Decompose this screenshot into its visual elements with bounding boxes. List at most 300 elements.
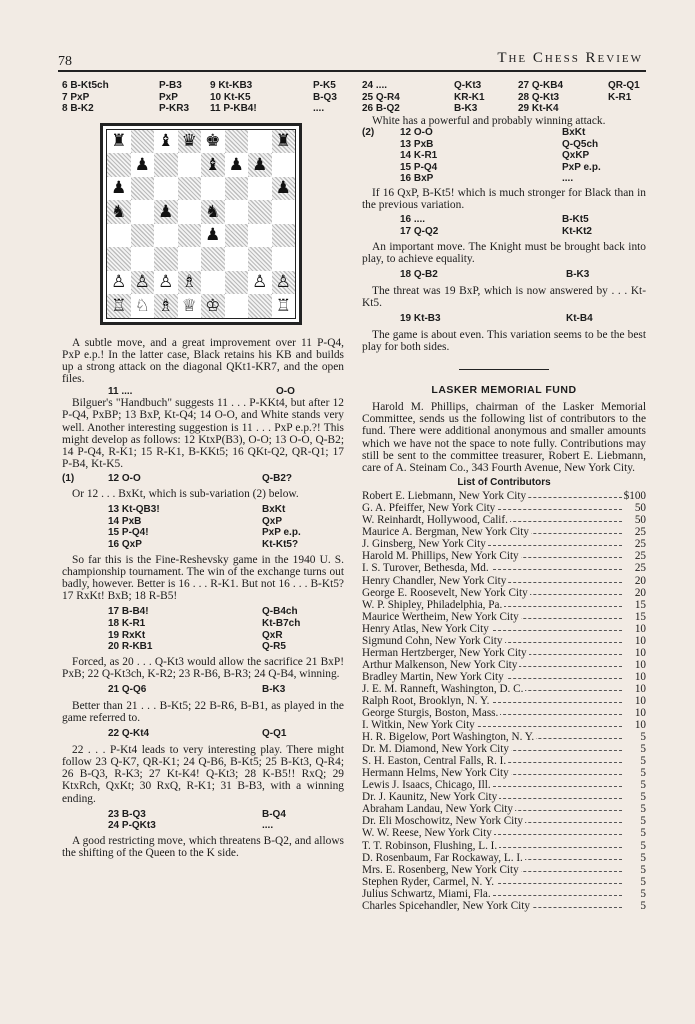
move-black: B-Q4 [262, 808, 286, 820]
board-square [131, 271, 155, 295]
contribution-amount: 5 [640, 875, 646, 888]
move-white: 29 Kt-K4 [518, 103, 559, 115]
move-row [362, 173, 646, 185]
contributor-row [362, 900, 646, 912]
board-square [201, 294, 225, 318]
contribution-amount: 25 [634, 526, 646, 539]
contributor-row [362, 803, 646, 815]
contributor-row [362, 623, 646, 635]
board-square [225, 200, 249, 224]
contributor-row [362, 876, 646, 888]
board-square [225, 271, 249, 295]
contributor-name: Hermann Helms, New York City [362, 767, 509, 780]
move-row [62, 820, 344, 832]
move-white: 8 B-K2 [62, 103, 94, 115]
white-pawn-icon: ♙ [134, 272, 150, 293]
move-row [62, 539, 344, 551]
contribution-amount: 5 [640, 863, 646, 876]
move-white: 11 .... [108, 385, 133, 397]
move-white: 17 Q-Q2 [400, 225, 439, 237]
board-square [248, 153, 272, 177]
contribution-amount: 5 [640, 851, 646, 864]
variation-label: (1) [62, 473, 75, 485]
move-black: .... [562, 173, 574, 185]
continuation-moves [362, 80, 646, 115]
contributor-row [362, 755, 646, 767]
move-white: 15 P-Q4 [400, 161, 438, 173]
contributor-row [362, 695, 646, 707]
board-square [154, 224, 178, 248]
contributor-name: Maurice Wertheim, New York City [362, 610, 519, 623]
move-row [362, 127, 646, 139]
move-black: Q-B4ch [262, 606, 298, 618]
contribution-amount: 20 [634, 586, 646, 599]
black-rook-icon: ♜ [111, 131, 127, 152]
board-square [248, 224, 272, 248]
contributor-name: J. Ginsberg, New York City [362, 538, 486, 551]
contributor-row [362, 671, 646, 683]
contributor-row [362, 659, 646, 671]
chess-diagram [100, 123, 302, 325]
paragraph: So far this is the Fine-Reshevsky game in the 1940 U. S. championship tournament. The win of the exchange turns out badly, however. Better is 16 . . . R-K1. But not 16 . . . B-Kt5? 17 RxKt! BxB; 18 R-B5! [62, 553, 344, 603]
move-white: 19 Kt-B3 [400, 312, 441, 324]
opening-moves [62, 80, 344, 115]
black-queen-icon: ♛ [181, 131, 197, 152]
black-knight-icon: ♞ [205, 201, 221, 222]
black-king-icon: ♚ [205, 131, 221, 152]
board-square [272, 224, 296, 248]
move-row [62, 386, 344, 398]
variation-row [62, 473, 344, 485]
move-black: Kt-B7ch [262, 617, 301, 629]
contributor-row [362, 490, 646, 502]
paragraph: If 16 QxP, B-Kt5! which is much stronger for Black than in the previous variation. [362, 186, 646, 212]
move-white: 23 B-Q3 [108, 808, 146, 820]
contribution-amount: 25 [634, 562, 646, 575]
contribution-amount: 5 [640, 791, 646, 804]
left-column [62, 80, 344, 859]
contributor-row [362, 815, 646, 827]
board-square [107, 294, 131, 318]
move-black: PxP e.p. [562, 161, 601, 173]
black-bishop-icon: ♝ [158, 131, 174, 152]
contribution-amount: 15 [634, 598, 646, 611]
contributor-name: Charles Spicehandler, New York City [362, 899, 530, 912]
white-bishop-icon: ♗ [158, 295, 174, 316]
move-white: 22 Q-Kt4 [108, 728, 150, 740]
contributor-row [362, 767, 646, 779]
contributor-name: Dr. M. Diamond, New York City [362, 743, 509, 756]
move-black: O-O [276, 385, 295, 397]
move-white: 10 Kt-K5 [210, 91, 251, 103]
move-white: 24 P-QKt3 [108, 820, 156, 832]
black-pawn-icon: ♟ [111, 178, 127, 199]
board-square [178, 247, 202, 271]
move-black: .... [262, 820, 274, 832]
black-knight-icon: ♞ [111, 201, 127, 222]
move-row [362, 226, 646, 238]
contributor-row [362, 888, 646, 900]
board-square [178, 153, 202, 177]
board-square [201, 130, 225, 154]
move-row [362, 162, 646, 174]
contributor-name: Bradley Martin, New York City [362, 670, 504, 683]
contributor-name: Harold M. Phillips, New York City [362, 550, 519, 563]
board-square [107, 271, 131, 295]
contributor-row [362, 575, 646, 587]
contribution-amount: 25 [634, 550, 646, 563]
move-white: 24 .... [362, 80, 388, 91]
board-square [178, 130, 202, 154]
board-square [178, 177, 202, 201]
move-black: Q-B2? [262, 473, 292, 485]
black-pawn-icon: ♟ [228, 154, 244, 175]
paragraph: Better than 21 . . . B-Kt5; 22 B-R6, B-B1, as played in the game referred to. [62, 699, 344, 724]
contributor-row [362, 550, 646, 562]
move-white: 13 Kt-QB3! [108, 504, 160, 516]
black-pawn-icon: ♟ [275, 178, 291, 199]
move-black: BxKt [262, 504, 286, 516]
move-row [62, 641, 344, 653]
move-row [62, 809, 344, 821]
move-row [362, 269, 646, 281]
board-square [178, 200, 202, 224]
board-square [272, 200, 296, 224]
contributor-name: Dr. Eli Moschowitz, New York City [362, 815, 523, 828]
contributor-row [362, 840, 646, 852]
board-square [107, 130, 131, 154]
move-black: P-KR3 [159, 103, 190, 115]
move-white: 27 Q-KB4 [518, 80, 564, 91]
move-row [362, 150, 646, 162]
move-row [62, 92, 344, 104]
contributors-list [362, 490, 646, 912]
move-white: 7 PxP [62, 91, 90, 103]
contributor-row [362, 514, 646, 526]
move-white: 16 QxP [108, 538, 142, 550]
move-black: Q-Q1 [262, 728, 287, 740]
contribution-amount: 10 [634, 646, 646, 659]
contribution-amount: 10 [634, 707, 646, 720]
contributor-name: I. S. Turover, Bethesda, Md. [362, 562, 489, 575]
move-row [62, 728, 344, 740]
section-divider [459, 369, 549, 370]
board-square [154, 177, 178, 201]
contributor-name: Ralph Root, Brooklyn, N. Y. [362, 694, 490, 707]
contribution-amount: 50 [634, 502, 646, 515]
move-black: QxKP [562, 150, 590, 162]
board-square [154, 130, 178, 154]
move-row [362, 103, 646, 115]
contributor-row [362, 599, 646, 611]
magazine-title: The Chess Review [497, 50, 643, 66]
move-white: 9 Kt-KB3 [210, 80, 253, 91]
board-square [272, 153, 296, 177]
move-row [62, 630, 344, 642]
contributor-name: Mrs. E. Rosenberg, New York City [362, 863, 519, 876]
contributor-name: D. Rosenbaum, Far Rockaway, L. I. [362, 851, 523, 864]
contributor-row [362, 647, 646, 659]
contribution-amount: 5 [640, 815, 646, 828]
move-black: Kt-Kt5? [262, 538, 299, 550]
contribution-amount: 15 [634, 610, 646, 623]
move-white: 11 P-KB4! [210, 103, 257, 115]
board-square [248, 177, 272, 201]
contribution-amount: 25 [634, 538, 646, 551]
move-black: KR-K1 [454, 91, 485, 103]
contributor-row [362, 827, 646, 839]
paragraph: Forced, as 20 . . . Q-Kt3 would allow the sacrifice 21 BxP! PxB; 22 Q-Kt3ch, K-R2; 23 R-B6, B-R3; 24 Q-B4, winning. [62, 655, 344, 680]
move-row [62, 80, 344, 92]
move-row [62, 684, 344, 696]
contributor-name: Dr. J. Kaunitz, New York City [362, 791, 498, 804]
move-white: 12 O-O [108, 473, 141, 485]
paragraph: Or 12 . . . BxKt, which is sub-variation (2) below. [72, 488, 299, 500]
contributor-name: H. R. Bigelow, Port Washington, N. Y. [362, 731, 535, 744]
contributor-name: G. A. Pfeiffer, New York City [362, 502, 496, 515]
contribution-amount: 5 [640, 803, 646, 816]
board-square [107, 200, 131, 224]
move-black: PxP e.p. [262, 527, 301, 539]
board-square [131, 294, 155, 318]
board-square [225, 130, 249, 154]
move-black: K-R1 [608, 91, 632, 103]
board-square [131, 200, 155, 224]
header-rule [58, 70, 646, 72]
move-row [62, 103, 344, 115]
board-square [154, 271, 178, 295]
move-black: B-Kt5 [562, 214, 589, 226]
fund-heading: LASKER MEMORIAL FUND [431, 383, 577, 396]
move-row [362, 313, 646, 325]
board-square [248, 200, 272, 224]
paragraph: A subtle move, and a great improvement over 11 P-Q4, PxP e.p.! In the latter case, Black retains his KB and builds up a strong attack on the diagonal QKt1-KR7, and the open files. [62, 336, 344, 386]
contributor-name: Henry Atlas, New York City [362, 622, 489, 635]
board-square [248, 271, 272, 295]
move-black: B-K3 [454, 103, 478, 115]
contributor-row [362, 538, 646, 550]
board-square [107, 247, 131, 271]
right-column [362, 80, 646, 912]
board-square [107, 224, 131, 248]
board-square [248, 247, 272, 271]
contribution-amount: 5 [640, 887, 646, 900]
move-black: P-K5 [313, 80, 336, 91]
board-square [225, 247, 249, 271]
board-square [272, 247, 296, 271]
move-white: 18 K-R1 [108, 617, 146, 629]
paragraph: The game is about even. This variation seems to be the best play for both sides. [362, 328, 646, 353]
board-square [225, 153, 249, 177]
contributor-row [362, 611, 646, 623]
move-black: Kt-Kt2 [562, 225, 592, 237]
move-white: 25 Q-R4 [362, 91, 400, 103]
contributor-row [362, 864, 646, 876]
variation-2 [362, 127, 646, 185]
move-block [362, 214, 646, 237]
board-square [248, 294, 272, 318]
white-king-icon: ♔ [205, 295, 221, 316]
contribution-amount: 5 [640, 779, 646, 792]
board-square [225, 294, 249, 318]
board-square [272, 271, 296, 295]
board-square [107, 153, 131, 177]
move-white: 18 Q-B2 [400, 268, 438, 280]
contributor-name: Lewis J. Isaacs, Chicago, Ill. [362, 779, 491, 792]
contributor-row [362, 779, 646, 791]
contribution-amount: 50 [634, 514, 646, 527]
contributor-row [362, 719, 646, 731]
move-block [362, 127, 646, 185]
board-square [178, 294, 202, 318]
contribution-amount: 10 [634, 682, 646, 695]
move-black: .... [313, 103, 325, 115]
move-white: 14 PxB [108, 515, 142, 527]
board-square [201, 200, 225, 224]
contributor-name: W. Reinhardt, Hollywood, Calif. [362, 514, 508, 527]
move-row [362, 92, 646, 104]
move-row [62, 527, 344, 539]
move-black: B-K3 [262, 684, 286, 696]
contribution-amount: $100 [623, 490, 646, 503]
contributor-row [362, 743, 646, 755]
move-white: 14 K-R1 [400, 150, 438, 162]
contribution-amount: 10 [634, 694, 646, 707]
board-square [131, 247, 155, 271]
move-black: Q-Q5ch [562, 138, 599, 150]
contribution-amount: 5 [640, 731, 646, 744]
move-white: 12 O-O [400, 126, 433, 138]
board-square [272, 177, 296, 201]
black-rook-icon: ♜ [275, 131, 291, 152]
move-white: 28 Q-Kt3 [518, 91, 560, 103]
move-row [62, 504, 344, 516]
contribution-amount: 5 [640, 767, 646, 780]
paragraph: 22 . . . P-Kt4 leads to very interesting play. There might follow 23 Q-K7, QR-K1; 24 Q-B6, B-Kt5; 25 B-Kt3, Q-R4; 26 B-Q3, R-K3; 27 Kt-K4! Q-Kt3; 28 K-B5!! RxQ; 29 KtxRch, QxKt; 30 RxQ, R-K1; 31 B-B3, with a winning ending. [62, 743, 344, 805]
board-square [201, 271, 225, 295]
move-row [362, 214, 646, 226]
move-white: 20 R-KB1 [108, 641, 153, 653]
chess-board [106, 129, 296, 319]
move-block [62, 504, 344, 550]
variation-label: (2) [362, 126, 375, 138]
black-pawn-icon: ♟ [205, 225, 221, 246]
move-white: 17 B-B4! [108, 606, 149, 618]
contributor-name: Arthur Malkenson, New York City [362, 658, 518, 671]
move-black: QR-Q1 [608, 80, 640, 91]
white-knight-icon: ♘ [134, 295, 150, 316]
board-square [178, 224, 202, 248]
contribution-amount: 20 [634, 574, 646, 587]
contributor-name: Sigmund Cohn, New York City [362, 634, 503, 647]
paragraph: Bilguer's "Handbuch" suggests 11 . . . P-KKt4, but after 12 P-Q4, PxBP; 13 BxP, Kt-Q4; 14 O-O, and White stands very well. Another interesting suggestion is 11 . . . PxP e.p.?! This might develop as follows: 12 KtxP(B3), O-O; 13 O-O, Q-B2; 14 P-Q4, R-K1; 15 R-K1, B-KKt5; 16 QKt-Q2, QR-Q1; 17 P-B4, Kt-K5. [62, 397, 344, 471]
white-pawn-icon: ♙ [252, 272, 268, 293]
move-black: Q-Kt3 [454, 80, 482, 91]
contributor-name: Maurice A. Bergman, New York City [362, 526, 529, 539]
contributor-name: George Sturgis, Boston, Mass. [362, 707, 499, 720]
contribution-amount: 10 [634, 670, 646, 683]
move-row [62, 516, 344, 528]
move-black: Kt-B4 [566, 312, 593, 324]
move-black: P-B3 [159, 80, 182, 91]
move-black: Q-R5 [262, 641, 286, 653]
contribution-amount: 10 [634, 719, 646, 732]
contribution-amount: 5 [640, 899, 646, 912]
board-square [201, 224, 225, 248]
contribution-amount: 10 [634, 634, 646, 647]
contribution-amount: 10 [634, 658, 646, 671]
contributor-name: Abraham Landau, New York City [362, 803, 514, 816]
move-white: 19 RxKt [108, 629, 146, 641]
contributor-row [362, 683, 646, 695]
board-square [131, 224, 155, 248]
contributor-name: W. W. Reese, New York City [362, 827, 492, 840]
board-square [131, 153, 155, 177]
contributor-row [362, 731, 646, 743]
black-pawn-icon: ♟ [134, 154, 150, 175]
board-square [154, 153, 178, 177]
contributors-heading: List of Contributors [457, 477, 551, 489]
black-pawn-icon: ♟ [252, 154, 268, 175]
board-square [154, 294, 178, 318]
contribution-amount: 5 [640, 839, 646, 852]
contributor-row [362, 562, 646, 574]
contribution-amount: 5 [640, 755, 646, 768]
board-square [272, 130, 296, 154]
contributor-name: Julius Schwartz, Miami, Fla. [362, 887, 491, 900]
contributor-row [362, 502, 646, 514]
move-black: B-Q3 [313, 91, 337, 103]
white-pawn-icon: ♙ [158, 272, 174, 293]
move-row [362, 80, 646, 92]
contributor-row [362, 791, 646, 803]
white-pawn-icon: ♙ [275, 272, 291, 293]
white-bishop-icon: ♗ [181, 272, 197, 293]
board-square [225, 177, 249, 201]
board-square [154, 200, 178, 224]
move-white: 26 B-Q2 [362, 103, 400, 115]
board-square [201, 153, 225, 177]
move-row [62, 606, 344, 618]
contributor-name: I. Witkin, New York City [362, 719, 475, 732]
contributor-name: S. H. Easton, Central Falls, R. I. [362, 755, 507, 768]
black-pawn-icon: ♟ [158, 201, 174, 222]
move-row [62, 618, 344, 630]
move-black: B-K3 [566, 268, 590, 280]
board-square [272, 294, 296, 318]
move-black: BxKt [562, 126, 586, 138]
board-square [107, 177, 131, 201]
move-block [62, 606, 344, 652]
contributor-name: Henry Chandler, New York City [362, 574, 507, 587]
contributor-row [362, 526, 646, 538]
black-bishop-icon: ♝ [205, 154, 221, 175]
white-queen-icon: ♕ [181, 295, 197, 316]
move-white: 16 .... [400, 214, 426, 226]
board-square [248, 130, 272, 154]
contributor-row [362, 635, 646, 647]
move-white: 21 Q-Q6 [108, 684, 147, 696]
contributor-row [362, 587, 646, 599]
contributor-name: Stephen Ryder, Carmel, N. Y. [362, 875, 495, 888]
contributor-name: George E. Roosevelt, New York City [362, 586, 528, 599]
contribution-amount: 10 [634, 622, 646, 635]
contributor-row [362, 852, 646, 864]
move-black: PxP [159, 91, 178, 103]
board-square [131, 177, 155, 201]
board-square [201, 177, 225, 201]
move-black: QxR [262, 629, 283, 641]
